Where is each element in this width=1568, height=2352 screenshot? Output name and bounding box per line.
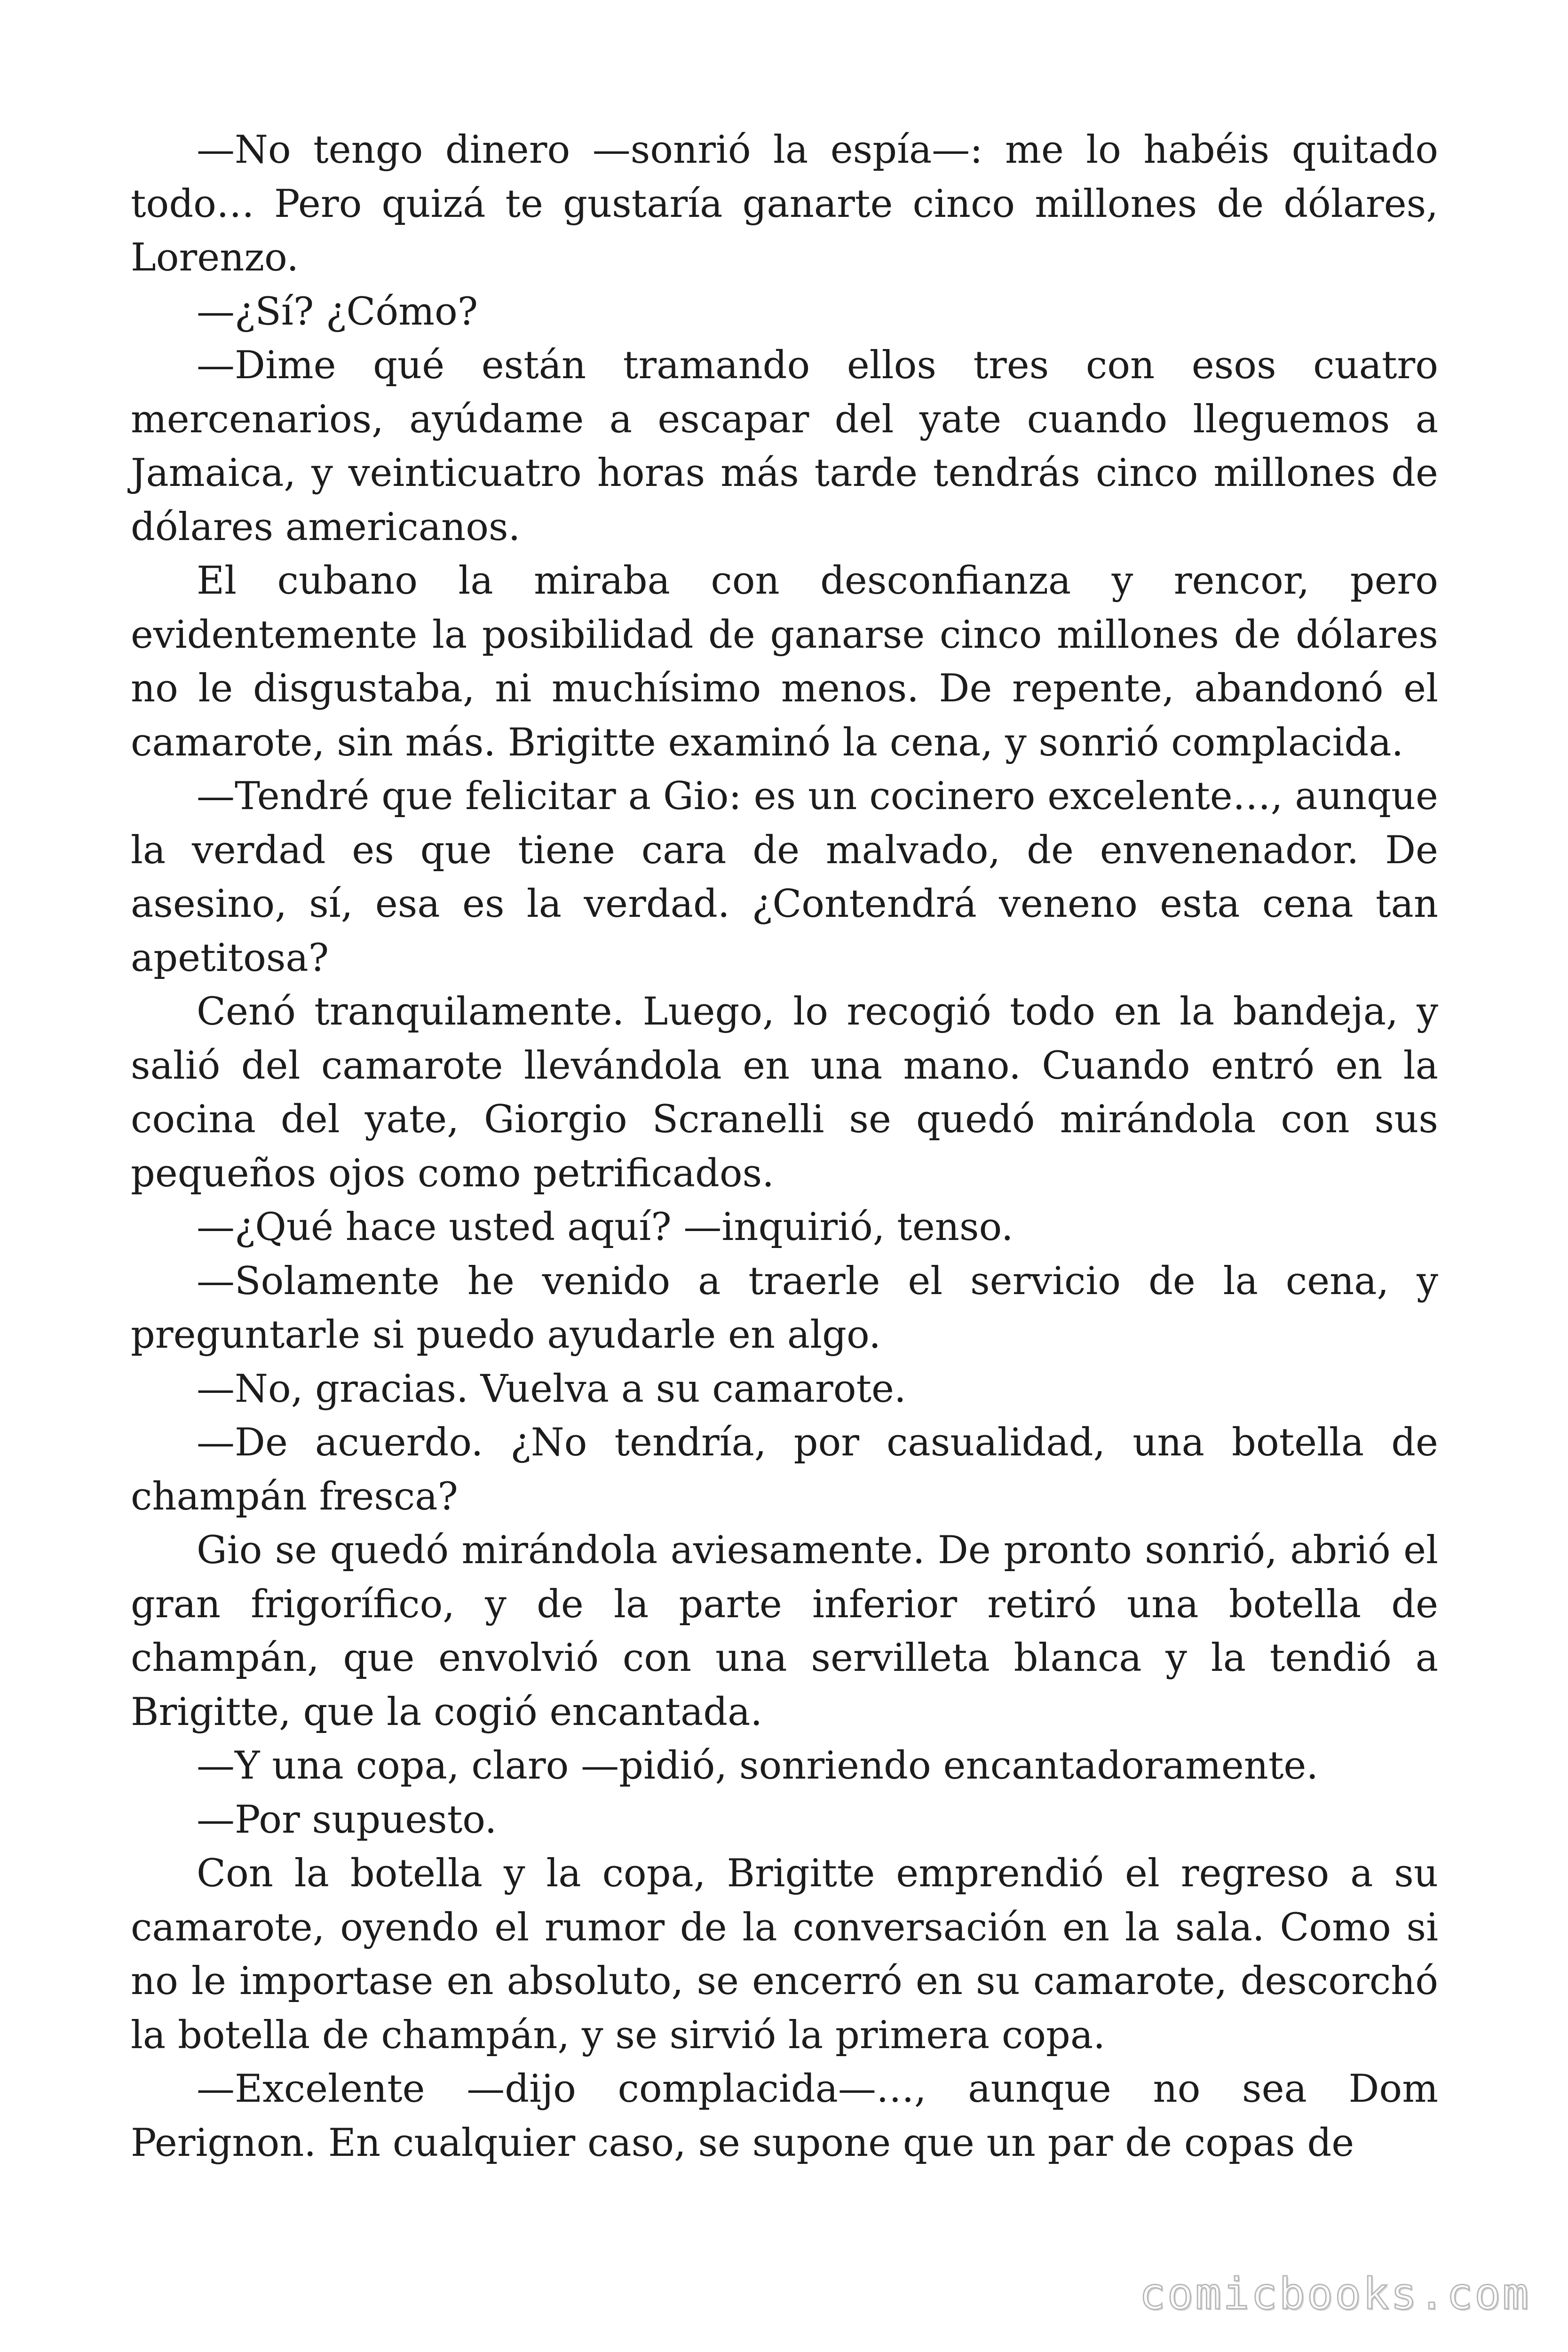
paragraph: —Y una copa, claro —pidió, sonriendo encantadoramente.	[197, 1744, 1319, 1788]
paragraph: El cubano la miraba con desconfianza y rencor, pero evidentemente la posibilidad de ganarse cinco millones de dólares no le disgustaba, ni muchísimo menos. De repente, abandonó el camarote, sin más. Brigitte examinó la cena, y sonrió complacida.	[131, 559, 1438, 765]
paragraph: —No tengo dinero —sonrió la espía—: me lo habéis quitado todo… Pero quizá te gustaría ganarte cinco millones de dólares, Lorenzo.	[131, 128, 1438, 280]
paragraph: —Tendré que felicitar a Gio: es un cocinero excelente…, aunque la verdad es que tiene cara de malvado, de envenenador. De asesino, sí, esa es la verdad. ¿Contendrá veneno esta cena tan apetitosa?	[131, 774, 1438, 980]
paragraph: —No, gracias. Vuelva a su camarote.	[197, 1367, 906, 1411]
paragraph: —Solamente he venido a traerle el servicio de la cena, y preguntarle si puedo ayudarle en algo.	[131, 1259, 1438, 1357]
watermark: comicbooks.com	[1139, 2269, 1530, 2319]
paragraph: Gio se quedó mirándola aviesamente. De pronto sonrió, abrió el gran frigorífico, y de la parte inferior retiró una botella de champán, que envolvió con una servilleta blanca y la tendió a Brigitte, que la cogió encantada.	[131, 1528, 1438, 1734]
page-body-text	[131, 123, 1438, 2170]
paragraph: —¿Sí? ¿Cómo?	[197, 289, 478, 334]
paragraph: Con la botella y la copa, Brigitte emprendió el regreso a su camarote, oyendo el rumor de la conversación en la sala. Como si no le importase en absoluto, se encerró en su camarote, descorchó la botella de champán, y se sirvió la primera copa.	[131, 1851, 1438, 2058]
paragraph: —Excelente —dijo complacida—…, aunque no sea Dom Perignon. En cualquier caso, se supone que un par de copas de	[131, 2067, 1438, 2165]
paragraph: —Dime qué están tramando ellos tres con esos cuatro mercenarios, ayúdame a escapar del yate cuando lleguemos a Jamaica, y veinticuatro horas más tarde tendrás cinco millones de dólares americanos.	[131, 343, 1438, 549]
paragraph: —Por supuesto.	[197, 1797, 497, 1842]
paragraph: —De acuerdo. ¿No tendría, por casualidad, una botella de champán fresca?	[131, 1421, 1438, 1519]
paragraph: —¿Qué hace usted aquí? —inquirió, tenso.	[197, 1205, 1014, 1249]
paragraph: Cenó tranquilamente. Luego, lo recogió todo en la bandeja, y salió del camarote llevándola en una mano. Cuando entró en la cocina del yate, Giorgio Scranelli se quedó mirándola con sus pequeños ojos como petrificados.	[131, 990, 1438, 1196]
